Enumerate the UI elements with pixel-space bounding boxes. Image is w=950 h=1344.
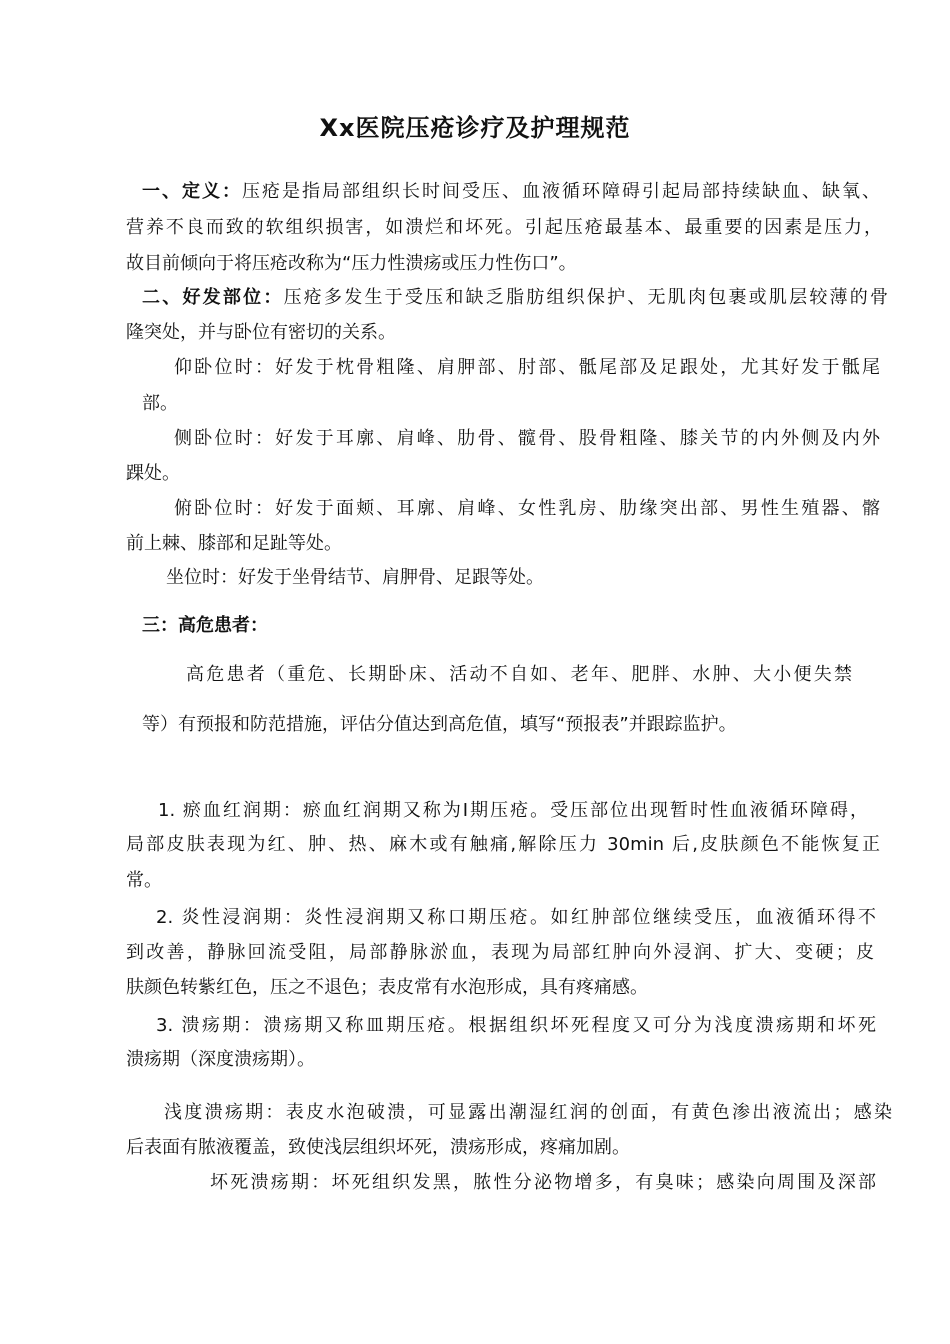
stage2-line1: 2. 炎性浸润期：炎性浸润期又称口期压疮。如红肿部位继续受压，血液循环得不 (156, 907, 876, 928)
lateral-line2: 踝处。 (126, 463, 180, 484)
lateral-line1: 侧卧位时：好发于耳廓、肩峰、肋骨、髋骨、股骨粗隆、膝关节的内外侧及内外 (174, 428, 880, 449)
stage2-line2: 到改善，静脉回流受阻，局部静脉淤血，表现为局部红肿向外浸润、扩大、变硬；皮 (126, 942, 874, 963)
section3-line2: 等）有预报和防范措施，评估分值达到高危值，填写“预报表”并跟踪监护。 (142, 714, 737, 735)
shallow-ulcer-line1: 浅度溃疡期：表皮水泡破溃，可显露出潮湿红润的创面，有黄色渗出液流出；感染 (164, 1102, 892, 1123)
prone-line2: 前上棘、膝部和足趾等处。 (126, 533, 342, 554)
document-title: Xx医院压疮诊疗及护理规范 (319, 114, 631, 142)
section2-line2: 隆突处，并与卧位有密切的关系。 (126, 322, 396, 343)
section2-text1: 压疮多发生于受压和缺乏脂肪组织保护、无肌肉包裹或肌层较薄的骨 (283, 287, 889, 308)
stage3-line2: 溃疡期（深度溃疡期）。 (126, 1049, 315, 1070)
section1-line1 (142, 180, 880, 204)
stage1-line3: 常。 (126, 870, 162, 891)
sitting-line: 坐位时：好发于坐骨结节、肩胛骨、足跟等处。 (166, 567, 544, 588)
section3-line1: 高危患者（重危、长期卧床、活动不自如、老年、肥胖、水肿、大小便失禁 (186, 664, 852, 685)
section1-heading: 一、定义： (142, 181, 242, 202)
prone-line1: 俯卧位时：好发于面颊、耳廓、肩峰、女性乳房、肋缘突出部、男性生殖器、髂 (174, 498, 880, 519)
stage1-line2: 局部皮肤表现为红、肿、热、麻木或有触痛,解除压力 30min 后,皮肤颜色不能恢复正 (126, 834, 880, 855)
stage1-line1: 1. 瘀血红润期：瘀血红润期又称为Ⅰ期压疮。受压部位出现暂时性血液循环障碍， (158, 800, 868, 821)
section2-heading: 二、好发部位： (142, 287, 284, 308)
section1-line2: 营养不良而致的软组织损害，如溃烂和坏死。引起压疮最基本、最重要的因素是压力， (126, 217, 882, 238)
shallow-ulcer-line2: 后表面有脓液覆盖，致使浅层组织坏死，溃疡形成，疼痛加剧。 (126, 1137, 630, 1158)
section1-text1: 压疮是指局部组织长时间受压、血液循环障碍引起局部持续缺血、缺氧、 (242, 181, 880, 202)
stage3-line1: 3. 溃疡期：溃疡期又称皿期压疮。根据组织坏死程度又可分为浅度溃疡期和坏死 (156, 1015, 876, 1036)
section2-line1 (142, 286, 888, 310)
supine-line2: 部。 (142, 393, 178, 414)
section1-line3: 故目前倾向于将压疮改称为“压力性溃疡或压力性伤口”。 (126, 253, 577, 274)
section3-heading: 三：高危患者： (142, 615, 268, 636)
supine-line1: 仰卧位时：好发于枕骨粗隆、肩胛部、肘部、骶尾部及足跟处，尤其好发于骶尾 (174, 357, 880, 378)
necrotic-ulcer-line1: 坏死溃疡期：坏死组织发黑，脓性分泌物增多，有臭味；感染向周围及深部 (210, 1172, 876, 1193)
stage2-line3: 肤颜色转紫红色，压之不退色；表皮常有水泡形成，具有疼痛感。 (126, 977, 648, 998)
